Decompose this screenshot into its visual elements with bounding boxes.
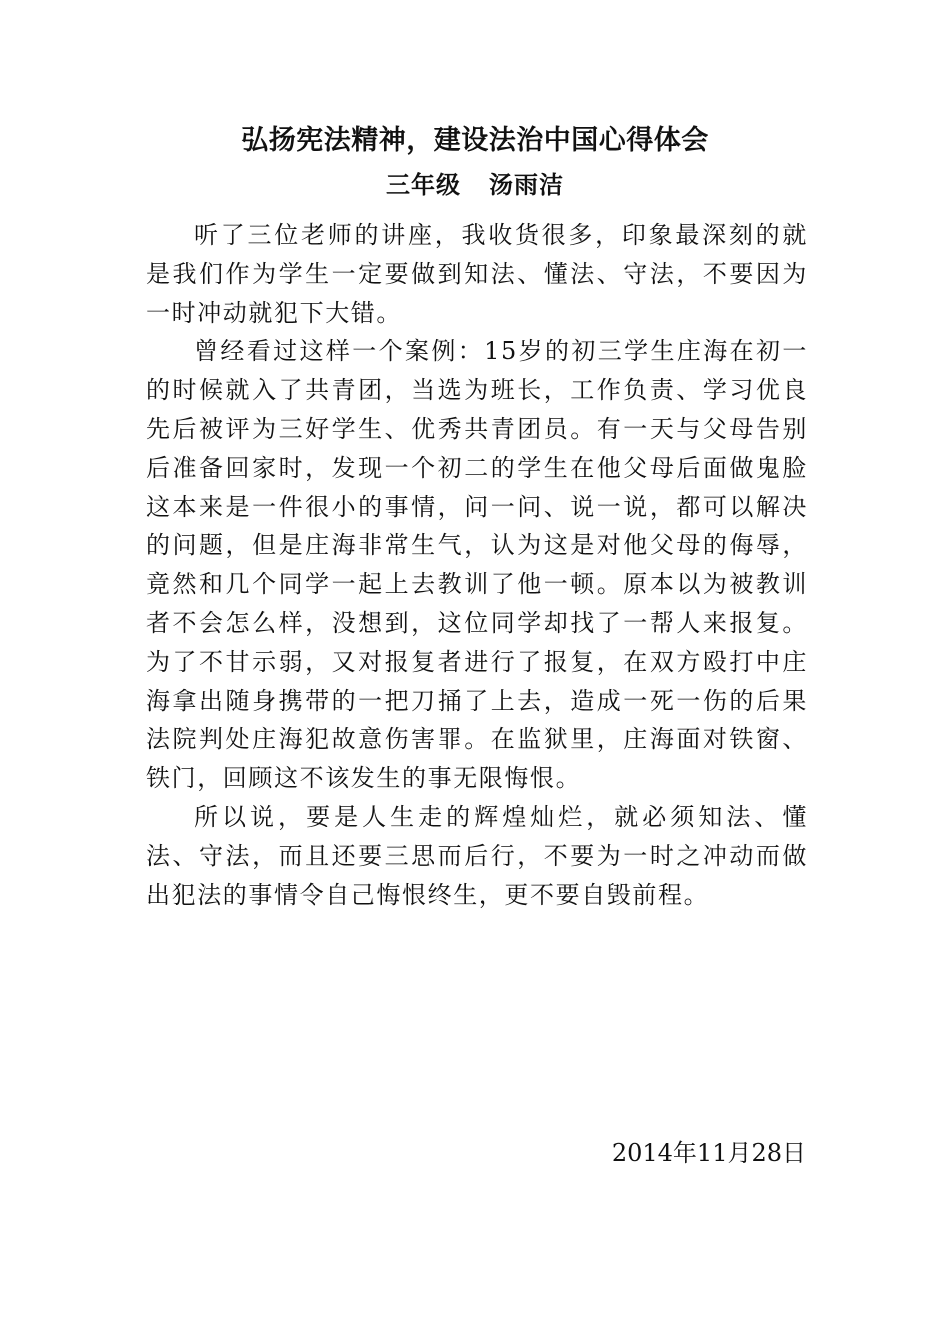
paragraph-1: 听了三位老师的讲座，我收货很多，印象最深刻的就是我们作为学生一定要做到知法、懂法、守法，不要因为一时冲动就犯下大错。 [146,221,808,327]
paragraph-2: 曾经看过这样一个案例：15岁的初三学生庄海在初一的时候就入了共青团，当选为班长，工作负责、学习优良先后被评为三好学生、优秀共青团员。有一天与父母告别后准备回家时，发现一个初二的学生在他父母后面做鬼脸这本来是一件很小的事情，问一问、说一说，都可以解决的问题，但是庄海非常生气，认为这是对他父母的侮辱，竟然和几个同学一起上去教训了他一顿。原本以为被教训者不会怎么样，没想到，这位同学却找了一帮人来报复。为了不甘示弱，又对报复者进行了报复，在双方殴打中庄海拿出随身携带的一把刀捅了上去，造成一死一伤的后果法院判处庄海犯故意伤害罪。在监狱里，庄海面对铁窗、铁门，回顾这不该发生的事无限悔恨。 [146,337,808,793]
author-byline: 三年级 汤雨洁 [385,170,565,199]
paragraph-3: 所以说，要是人生走的辉煌灿烂，就必须知法、懂法、守法，而且还要三思而后行，不要为一时之冲动而做出犯法的事情令自己悔恨终生，更不要自毁前程。 [146,802,808,909]
document-body [146,216,808,914]
document-date: 2014年11月28日 [611,1139,806,1167]
document-title: 弘扬宪法精神，建设法治中国心得体会 [241,125,709,156]
